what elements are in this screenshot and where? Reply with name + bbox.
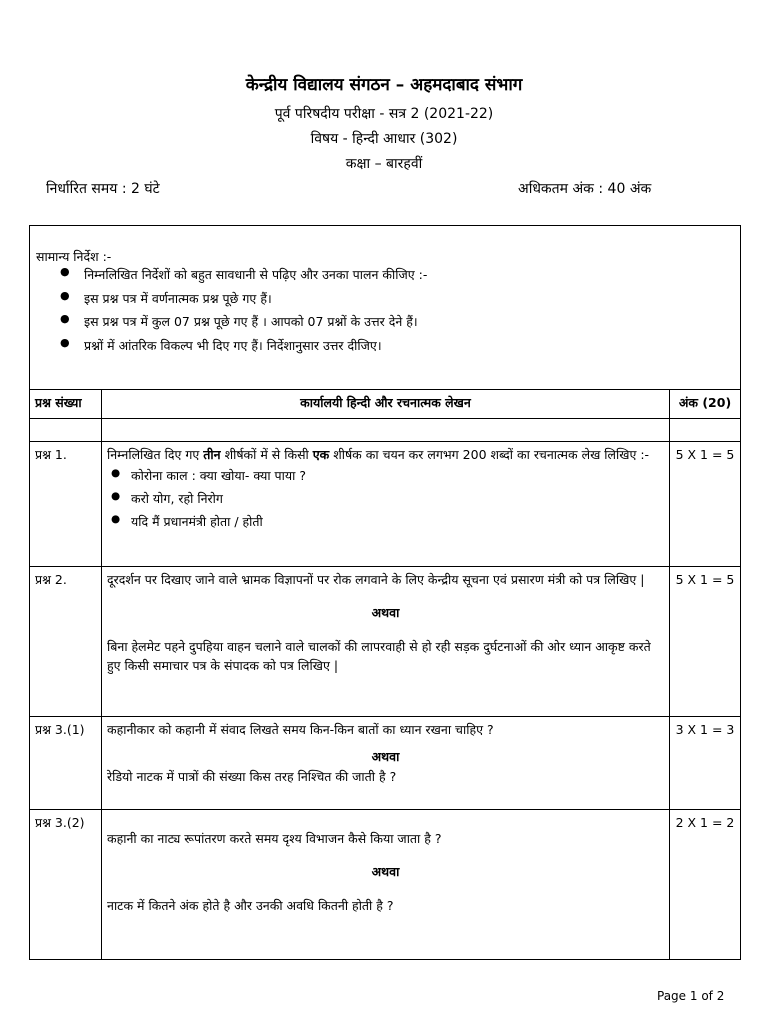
page-number: Page 1 of 2 (657, 989, 725, 1003)
q32-number: प्रश्न 3.(2) (30, 810, 102, 960)
header-section: कार्यालयी हिन्दी और रचनात्मक लेखन (102, 390, 670, 419)
subject-title: विषय - हिन्दी आधार (302) (310, 131, 458, 147)
table-row (30, 717, 741, 810)
max-marks: अधिकतम अंक : 40 अंक (518, 181, 652, 197)
org-title: केन्द्रीय विद्यालय संगठन – अहमदाबाद संभाग (245, 75, 523, 95)
header-marks: अंक (20) (670, 390, 741, 419)
time-allowed: निर्धारित समय : 2 घंटे (46, 181, 160, 197)
q2-number: प्रश्न 2. (30, 567, 102, 717)
spacer-row (30, 419, 741, 442)
q31-body: कहानीकार को कहानी में संवाद लिखते समय किन-किन बातों का ध्यान रखना चाहिए ? अथवा रेडियो नाटक में पात्रों की संख्या किस तरह निश्चित की जाती है ? (102, 717, 670, 810)
q31-marks: 3 X 1 = 3 (670, 717, 741, 810)
q1-body: निम्नलिखित दिए गए तीन शीर्षकों में से किसी एक शीर्षक का चयन कर लगभग 200 शब्दों का रचनात्मक लेख लिखिए :- ● कोरोना काल : क्या खोया- क्या पाया ? ● करो योग, रहो निरोग ● यदि मैं प्रधानमंत्री होता / होती (102, 442, 670, 567)
table-header-row (30, 390, 741, 419)
instruction-item: ● निम्नलिखित निर्देशों को बहुत सावधानी से पढ़िए और उनका पालन कीजिए :- (84, 266, 427, 290)
q2-or: अथवा (371, 605, 400, 621)
q1-marks: 5 X 1 = 5 (670, 442, 741, 567)
table-row (30, 442, 741, 567)
instructions-list (30, 266, 427, 360)
instruction-item: ● प्रश्नों में आंतरिक विकल्प भी दिए गए हैं। निर्देशानुसार उत्तर दीजिए। (84, 337, 427, 361)
q32-body: कहानी का नाट्य रूपांतरण करते समय दृश्य विभाजन कैसे किया जाता है ? अथवा नाटक में कितने अंक होते है और उनकी अवधि कितनी होती है ? (102, 810, 670, 960)
list-item: ● यदि मैं प्रधानमंत्री होता / होती (131, 512, 664, 535)
q32-or: अथवा (371, 864, 400, 880)
q1-emph-one: एक (312, 447, 330, 462)
instruction-item: ● इस प्रश्न पत्र में कुल 07 प्रश्न पूछे गए हैं । आपको 07 प्रश्नों के उत्तर देने हैं। (84, 313, 427, 337)
class-title: कक्षा – बारहवीं (345, 156, 423, 172)
questions-table (29, 389, 741, 960)
q1-options (107, 466, 664, 535)
instructions-box (29, 225, 741, 389)
list-item: ● करो योग, रहो निरोग (131, 489, 664, 512)
table-row (30, 567, 741, 717)
q2-body: दूरदर्शन पर दिखाए जाने वाले भ्रामक विज्ञापनों पर रोक लगवाने के लिए केन्द्रीय सूचना एवं प्रसारण मंत्री को पत्र लिखिए | अथवा बिना हेलमेट पहने दुपहिया वाहन चलाने वाले चालकों की लापरवाही से हो रही सड़क दुर्घटनाओं की ओर ध्यान आकृष्ट करते हुए किसी समाचार पत्र के संपादक को पत्र लिखिए | (102, 567, 670, 717)
q1-emph-three: तीन (203, 447, 221, 462)
q2-marks: 5 X 1 = 5 (670, 567, 741, 717)
time-marks-row (46, 179, 686, 198)
table-row (30, 810, 741, 960)
header-qno: प्रश्न संख्या (30, 390, 102, 419)
q31-or: अथवा (371, 749, 400, 765)
q1-number: प्रश्न 1. (30, 442, 102, 567)
instruction-item: ● इस प्रश्न पत्र में वर्णनात्मक प्रश्न पूछे गए हैं। (84, 290, 427, 314)
q31-number: प्रश्न 3.(1) (30, 717, 102, 810)
instructions-title: सामान्य निर्देश :- (36, 249, 112, 264)
q32-marks: 2 X 1 = 2 (670, 810, 741, 960)
exam-title: पूर्व परिषदीय परीक्षा - सत्र 2 (2021-22) (274, 106, 494, 122)
list-item: ● कोरोना काल : क्या खोया- क्या पाया ? (131, 466, 664, 489)
